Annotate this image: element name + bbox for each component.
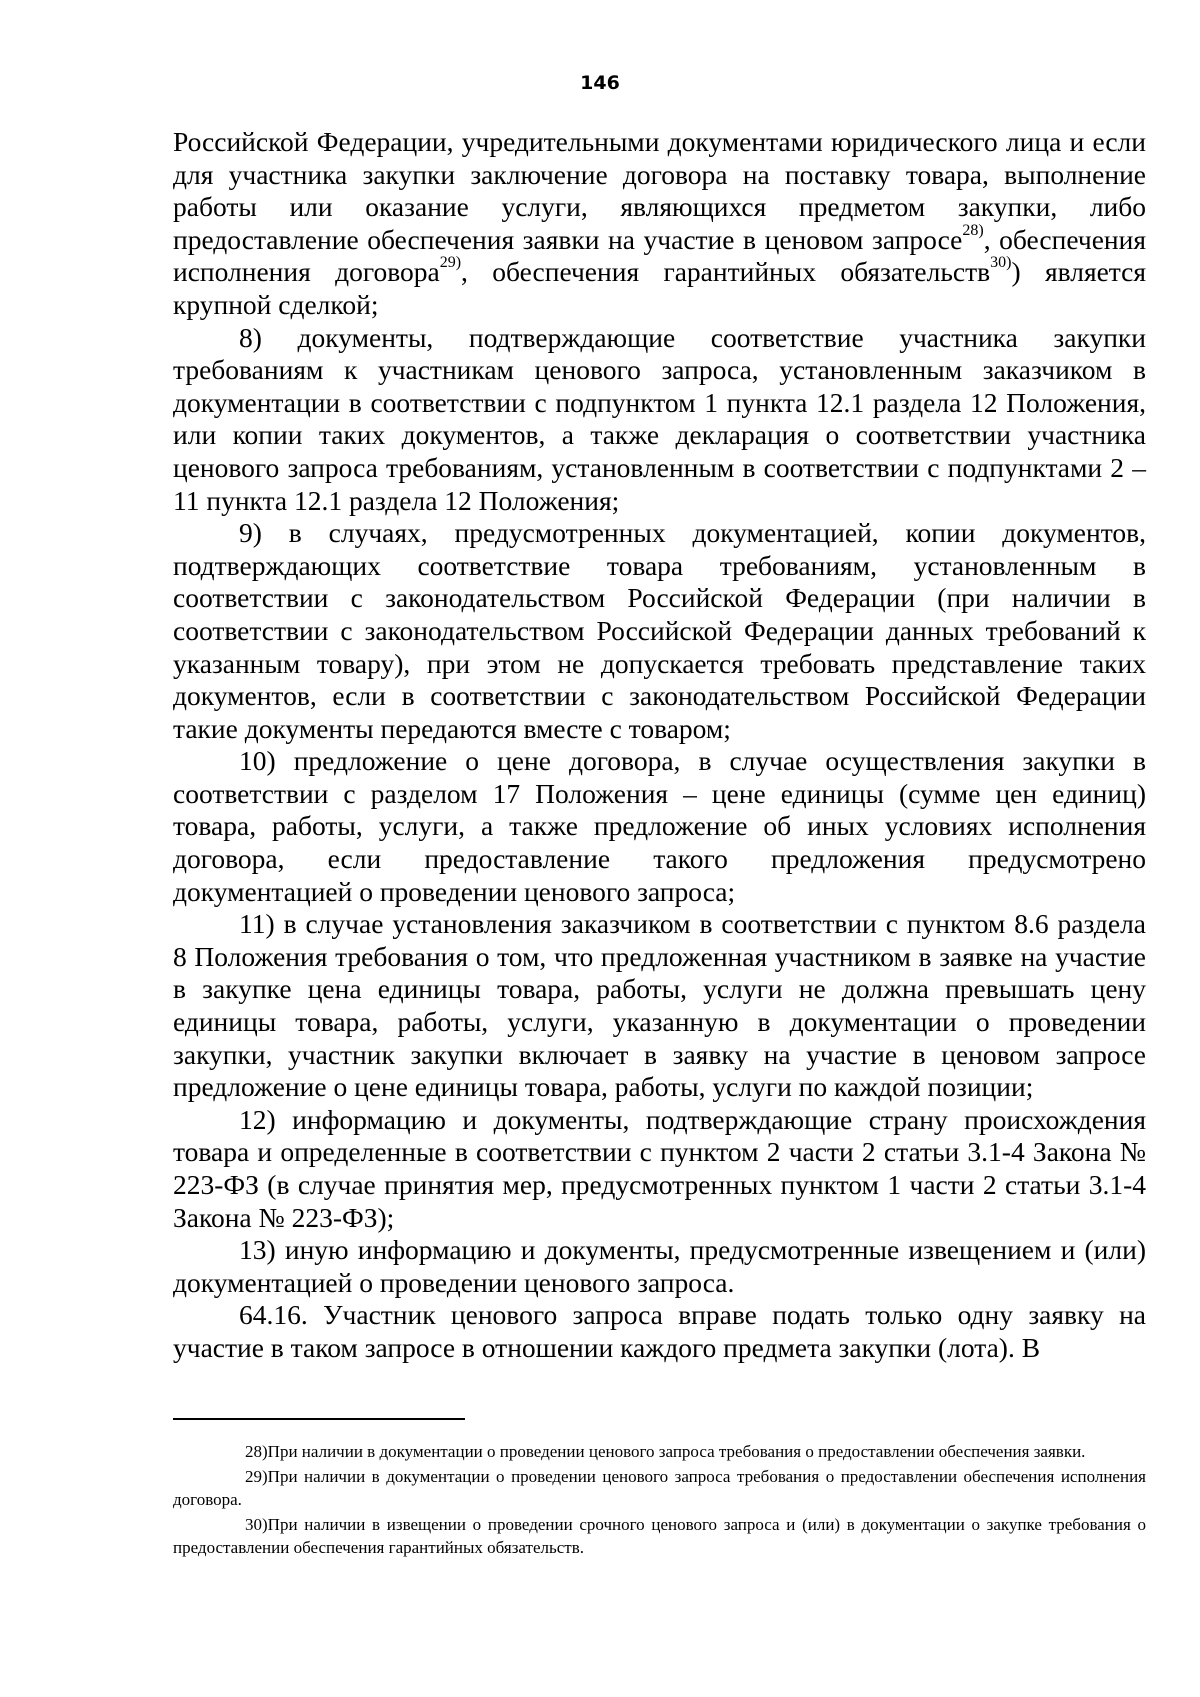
paragraph-text: ) является крупной сделкой; <box>173 256 1147 320</box>
footnote-ref-28: 28) <box>962 221 984 239</box>
footnote-30 <box>173 1513 1146 1560</box>
list-item-9: 9) в случаях, предусмотренных документацией, копии документов, подтверждающих соответствие товара требованиям, установленным в соответствии с законодательством Российской Федерации (при наличии в соответствии с законодательством Российской Федерации данных требований к указанным товару), при этом не допускается требовать представление таких документов, если в соответствии с законодательством Российской Федерации такие документы передаются вместе с товаром; <box>173 517 1146 744</box>
footnote-mark: 28) <box>245 1442 268 1461</box>
list-item-12: 12) информацию и документы, подтверждающие страну происхождения товара и определенные в соответствии с пунктом 2 части 2 статьи 3.1-4 Закона № 223-ФЗ (в случае принятия мер, предусмотренных пунктом 1 части 2 статьи 3.1-4 Закона № 223-ФЗ); <box>173 1103 1146 1233</box>
paragraph-continuation <box>173 126 1146 322</box>
footnote-mark: 30) <box>245 1514 268 1534</box>
page-number: 146 <box>580 72 620 94</box>
footnote-text: При наличии в извещении о проведении срочного ценового запроса и (или) в документации о закупке требования о предоставлении обеспечения гарантийных обязательств. <box>173 1514 1146 1557</box>
paragraph-text: , обеспечения гарантийных обязательств <box>461 256 991 288</box>
footnote-separator <box>173 1418 465 1420</box>
list-item-13: 13) иную информацию и документы, предусмотренные извещением и (или) документацией о проведении ценового запроса. <box>173 1234 1146 1298</box>
footnote-29 <box>173 1465 1146 1512</box>
clause-64-16: 64.16. Участник ценового запроса вправе подать только одну заявку на участие в таком запросе в отношении каждого предмета закупки (лота). В <box>173 1299 1146 1363</box>
document-body <box>173 126 1146 1365</box>
footnote-28 <box>173 1440 1146 1464</box>
footnotes <box>173 1440 1146 1561</box>
paragraph-text: Российской Федерации, учредительными документами юридического лица и если для участника закупки заключение договора на поставку товара, выполнение работы или оказание услуги, являющихся предметом закупки, либо предоставление обеспечения заявки на участие в ценовом запросе <box>173 126 1146 255</box>
list-item-8: 8) документы, подтверждающие соответствие участника закупки требованиям к участникам ценового запроса, установленным заказчиком в документации в соответствии с подпунктом 1 пункта 12.1 раздела 12 Положения, или копии таких документов, а также декларация о соответствии участника ценового запроса требованиям, установленным в соответствии с подпунктами 2 – 11 пункта 12.1 раздела 12 Положения; <box>173 321 1146 516</box>
footnote-text: При наличии в документации о проведении ценового запроса требования о предоставлении обеспечения заявки. <box>267 1442 1086 1461</box>
list-item-10: 10) предложение о цене договора, в случае осуществления закупки в соответствии с разделом 17 Положения – цене единицы (сумме цен единиц) товара, работы, услуги, а также предложение об иных условиях исполнения договора, если предоставление такого предложения предусмотрено документацией о проведении ценового запроса; <box>173 745 1146 907</box>
footnote-ref-29: 29) <box>439 254 462 272</box>
footnote-mark: 29) <box>245 1466 268 1486</box>
footnote-text: При наличии в документации о проведении ценового запроса требования о предоставлении обеспечения исполнения договора. <box>173 1466 1146 1509</box>
list-item-11: 11) в случае установления заказчиком в соответствии с пунктом 8.6 раздела 8 Положения требования о том, что предложенная участником в заявке на участие в закупке цена единицы товара, работы, услуги не должна превышать цену единицы товара, работы, услуги, указанную в документации о проведении закупки, участник закупки включает в заявку на участие в ценовом запросе предложение о цене единицы товара, работы, услуги по каждой позиции; <box>173 908 1146 1103</box>
paragraph-text: , обеспечения исполнения договора <box>173 223 1146 288</box>
footnote-ref-30: 30) <box>990 254 1012 272</box>
